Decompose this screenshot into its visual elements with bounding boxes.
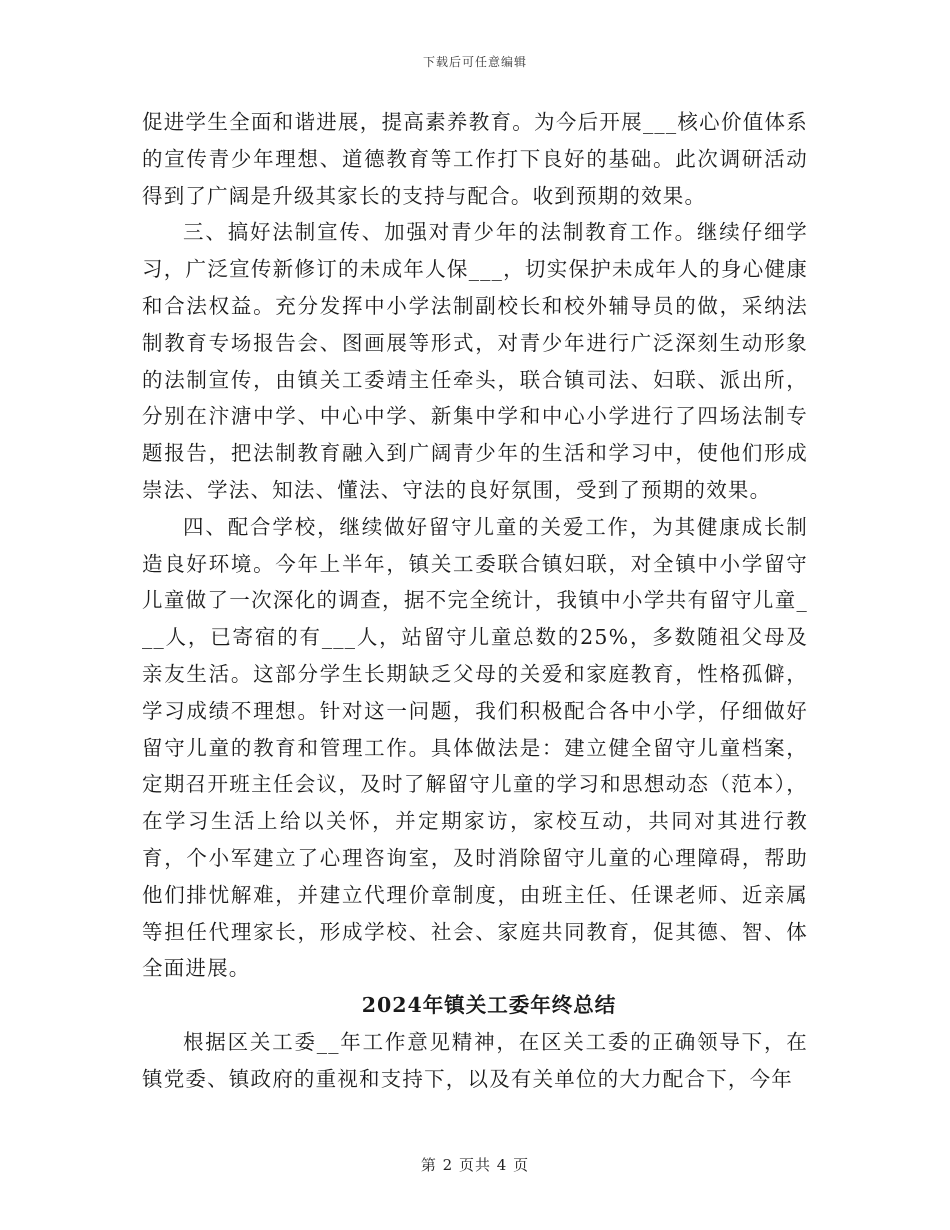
paragraph-continuation: 促进学生全面和谐进展，提高素养教育。为今后开展___核心价值体系的宣传青少年理想、道德教育等工作打下良好的基础。此次调研活动得到了广阔是升级其家长的支持与配合。收到预期的效果。 — [142, 110, 808, 208]
paragraph-summary-intro: 根据区关工委__年工作意见精神，在区关工委的正确领导下，在镇党委、镇政府的重视和支持下，以及有关单位的大力配合下，今年 — [142, 1029, 808, 1091]
paragraph-legal-education: 三、搞好法制宣传、加强对青少年的法制教育工作。继续仔细学习，广泛宣传新修订的未成年人保___，切实保护未成年人的身心健康和合法权益。充分发挥中小学法制副校长和校外辅导员的做，采纳法制教育专场报告会、图画展等形式，对青少年进行广泛深刻生动形象的法制宣传，由镇关工委靖主任牵头，联合镇司法、妇联、派出所，分别在汴溏中学、中心中学、新集中学和中心小学进行了四场法制专题报告，把法制教育融入到广阔青少年的生活和学习中，使他们形成崇法、学法、知法、懂法、守法的良好氛围，受到了预期的效果。 — [142, 220, 808, 502]
page-header-note: 下载后可任意编辑 — [422, 55, 527, 69]
document-body — [142, 104, 808, 1098]
section-title: 2024年镇关工委年终总结 — [361, 993, 617, 1018]
paragraph-left-behind-children: 四、配合学校，继续做好留守儿童的关爱工作，为其健康成长制造良好环境。今年上半年，镇关工委联合镇妇联，对全镇中小学留守儿童做了一次深化的调查，据不完全统计，我镇中小学共有留守儿童___人，已寄宿的有___人，站留守儿童总数的25%，多数随祖父母及亲友生活。这部分学生长期缺乏父母的关爱和家庭教育，性格孤僻，学习成绩不理想。针对这一问题，我们积极配合各中小学，仔细做好留守儿童的教育和管理工作。具体做法是：建立健全留守儿童档案，定期召开班主任会议，及时了解留守儿童的学习和思想动态（范本），在学习生活上给以关怀，并定期家访，家校互动，共同对其进行教育，个小军建立了心理咨询室，及时消除留守儿童的心理障碍，帮助他们排忧解难，并建立代理价章制度，由班主任、任课老师、近亲属等担任代理家长，形成学校、社会、家庭共同教育，促其德、智、体全面进展。 — [142, 514, 808, 981]
page-number-footer: 第 2 页共 4 页 — [420, 1156, 530, 1174]
